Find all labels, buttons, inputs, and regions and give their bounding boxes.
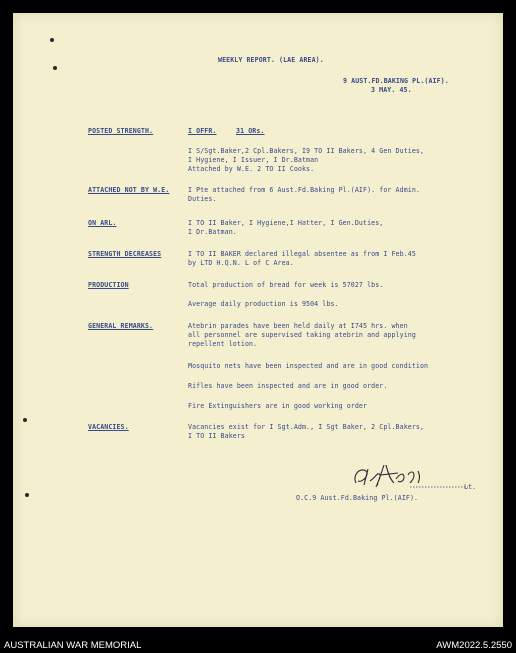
posted-strength-line: I Hygiene, I Issuer, I Dr.Batman (188, 156, 319, 164)
unit-name: 9 AUST.FD.BAKING PL.(AIF). (343, 77, 449, 85)
footer-source: AUSTRALIAN WAR MEMORIAL (4, 640, 142, 651)
punch-hole (25, 493, 29, 497)
attached-label: ATTACHED NOT BY W.E. (88, 186, 170, 194)
remarks-line: Mosquito nets have been inspected and are in good condition (188, 362, 429, 370)
vacancies-line: Vacancies exist for I Sgt.Adm., I Sgt Baker, 2 Cpl.Bakers, (188, 423, 425, 431)
or-count: 31 ORs. (236, 127, 265, 135)
on-arl-line: I Dr.Batman. (188, 228, 237, 236)
report-date: 3 MAY. 45. (371, 86, 412, 94)
attached-line: Duties. (188, 195, 217, 203)
remarks-line: all personnel are supervised taking atebrin and applying (188, 331, 416, 339)
lieutenant-abbrev: Lt. (464, 483, 477, 491)
posted-strength-line: I S/Sgt.Baker,2 Cpl.Bakers, I9 TO II Bakers, 4 Gen Duties, (188, 147, 425, 155)
document-page (13, 13, 503, 627)
attached-line: I Pte attached from 6 Aust.Fd.Baking Pl.(AIF). for Admin. (188, 186, 420, 194)
punch-hole (53, 66, 57, 70)
on-arl-line: I TO II Baker, I Hygiene,I Hatter, I Gen.Duties, (188, 219, 384, 227)
punch-hole (23, 418, 27, 422)
strength-changes-line: by LTD H.Q.N. L of C Area. (188, 259, 294, 267)
vacancies-label: VACANCIES. (88, 423, 129, 431)
production-average: Average daily production is 9504 lbs. (188, 300, 339, 308)
on-arl-label: ON ARL. (88, 219, 117, 227)
posted-strength-label: POSTED STRENGTH. (88, 127, 154, 135)
remarks-line: Fire Extinguishers are in good working order (188, 402, 368, 410)
footer-reference: AWM2022.5.2550 (436, 640, 512, 651)
posted-strength-line: Attached by W.E. 2 TO II Cooks. (188, 165, 315, 173)
production-total: Total production of bread for week is 57027 lbs. (188, 281, 384, 289)
remarks-line: Rifles have been inspected and are in good order. (188, 382, 388, 390)
strength-changes-line: I TO II BAKER declared illegal absentee as from I Feb.45 (188, 250, 416, 258)
handwritten-signature (350, 457, 470, 491)
production-label: PRODUCTION (88, 281, 129, 289)
vacancies-line: I TO II Bakers (188, 432, 245, 440)
remarks-line: repellent lotion. (188, 340, 258, 348)
punch-hole (50, 38, 54, 42)
general-remarks-label: GENERAL REMARKS. (88, 322, 154, 330)
officer-count: I OFFR. (188, 127, 217, 135)
remarks-line: Atebrin parades have been held daily at I745 hrs. when (188, 322, 408, 330)
strength-changes-label: STRENGTH DECREASES (88, 250, 162, 258)
report-title: WEEKLY REPORT. (LAE AREA). (218, 56, 324, 64)
signature-block: O.C.9 Aust.Fd.Baking Pl.(AIF). (296, 494, 419, 502)
